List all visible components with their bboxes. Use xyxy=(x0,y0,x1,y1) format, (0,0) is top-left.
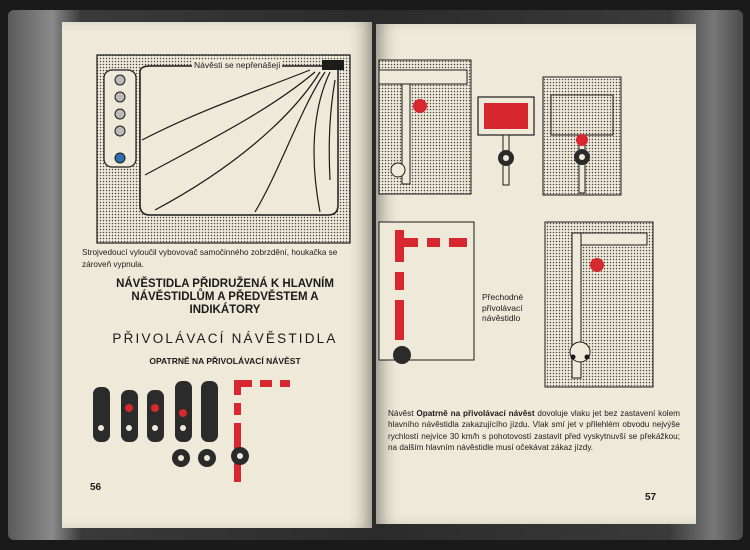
paragraph-bold: Opatrně na přivolávací návěst xyxy=(416,409,535,418)
heading-sub: OPATRNĚ NA PŘIVOLÁVACÍ NÁVĚST xyxy=(149,356,301,366)
heading-main: NÁVĚSTIDLA PŘIDRUŽENÁ K HLAVNÍM NÁVĚSTIDLŮM A PŘEDVĚSTEM A INDIKÁTORY xyxy=(116,278,334,316)
page-number-left: 56 xyxy=(90,482,102,493)
temporary-signal-label: Přechodné přivolávací návěstidlo xyxy=(482,292,524,323)
temporary-signal xyxy=(379,222,474,364)
signal-icons-row xyxy=(93,380,290,482)
description-paragraph xyxy=(388,408,680,453)
blue-lamp xyxy=(115,153,125,163)
right-panel-3 xyxy=(545,222,653,387)
right-panel-1 xyxy=(379,60,471,194)
paragraph-lead: Návěst xyxy=(388,409,414,418)
cab-diagram xyxy=(97,55,350,243)
caption: Strojvedoucí vyloučil vybovovač samočinného zobrzdění, houkačka se zároveň vypnula. xyxy=(82,248,338,269)
heading-section: PŘIVOLÁVACÍ NÁVĚSTIDLA xyxy=(112,331,338,346)
horn-box xyxy=(322,60,344,70)
paragraph-rest: dovoluje vlaku jet bez zastavení kolem hlavního návěstidla zakazujícího jízdu. Vlak smí jet v přilehlém obvodu nejvýše rychlostí nejvíce 30 km/h s pohotovostí zastavit před vyskytnuvší se překážkou; na dalším hlavním návěstidle musí očekávat zákaz jízdy. xyxy=(388,409,681,452)
right-panel-2 xyxy=(543,77,621,195)
red-box-signal xyxy=(478,97,534,185)
page-number-right: 57 xyxy=(645,492,657,503)
diagram-label: Návěsti se nepřenášejí xyxy=(194,60,281,70)
